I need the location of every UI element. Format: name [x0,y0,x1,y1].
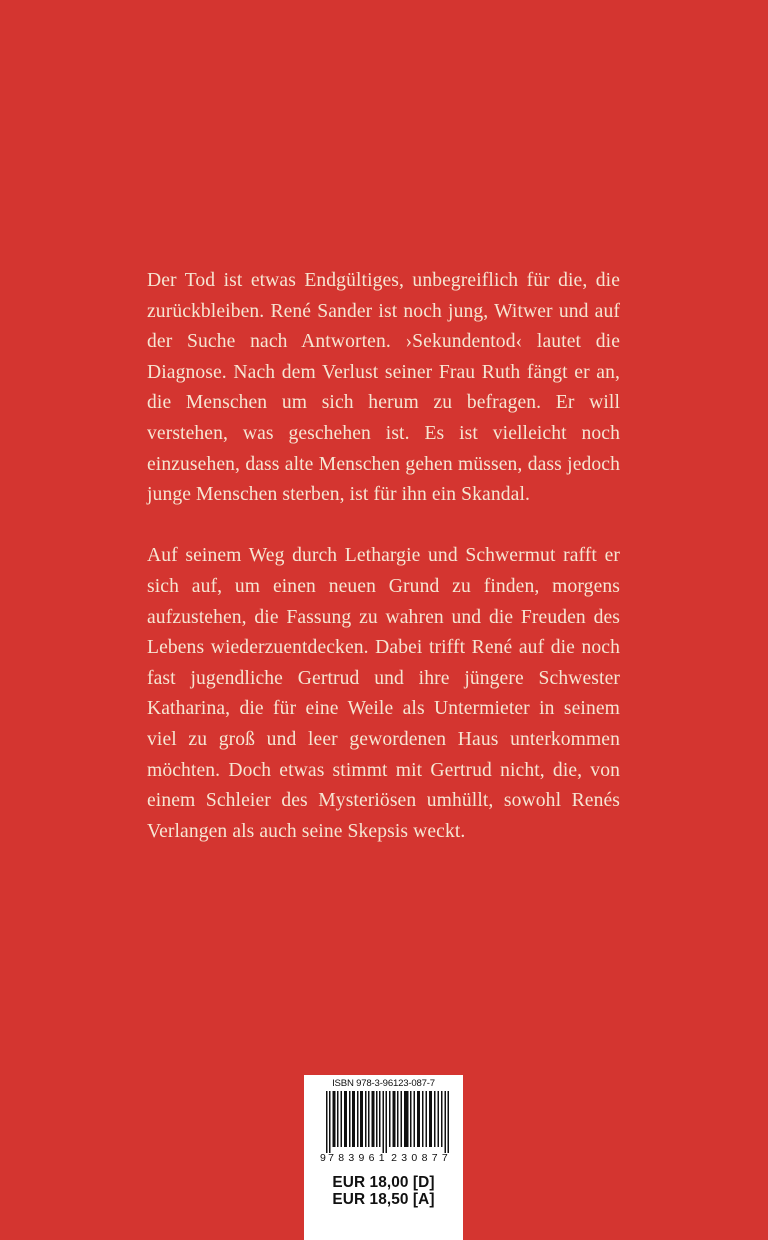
ean-digits [320,1152,452,1164]
ean-prefix-digit: 9 [320,1152,326,1164]
isbn-barcode-panel [304,1075,463,1240]
price-germany: EUR 18,00 [D] [332,1174,435,1191]
price-austria: EUR 18,50 [A] [332,1191,435,1208]
back-cover-blurb [147,266,620,847]
barcode-icon [326,1091,449,1153]
blurb-paragraph-1: Der Tod ist etwas Endgültiges, unbegreiflich für die, die zurückbleiben. René Sander ist noch jung, Witwer und auf der Suche nach Antworten. ›Sekundentod‹ lautet die Diagnose. Nach dem Verlust seiner Frau Ruth fängt er an, die Menschen um sich herum zu befragen. Er will verstehen, was geschehen ist. Es ist vielleicht noch einzusehen, dass alte Menschen gehen müssen, dass jedoch junge Menschen sterben, ist für ihn ein Skandal. [147,270,620,506]
isbn-label: ISBN 978-3-96123-087-7 [332,1078,435,1089]
blurb-paragraph-2: Auf seinem Weg durch Lethargie und Schwermut rafft er sich auf, um einen neuen Grund zu finden, morgens aufzustehen, die Fassung zu wahren und die Freuden des Lebens wiederzuentdecken. Dabei trifft René auf die noch fast jugendliche Gertrud und ihre jüngere Schwester Katharina, die für eine Weile als Untermieter in seinem viel zu groß und leer gewordenen Haus unterkommen möchten. Doch etwas stimmt mit Gertrud nicht, die, von einem Schleier des Mysteriösen umhüllt, sowohl Renés Verlangen als auch seine Skepsis weckt. [147,545,620,842]
ean-left-group: 783961 [328,1152,389,1164]
ean-right-group: 230877 [391,1152,452,1164]
